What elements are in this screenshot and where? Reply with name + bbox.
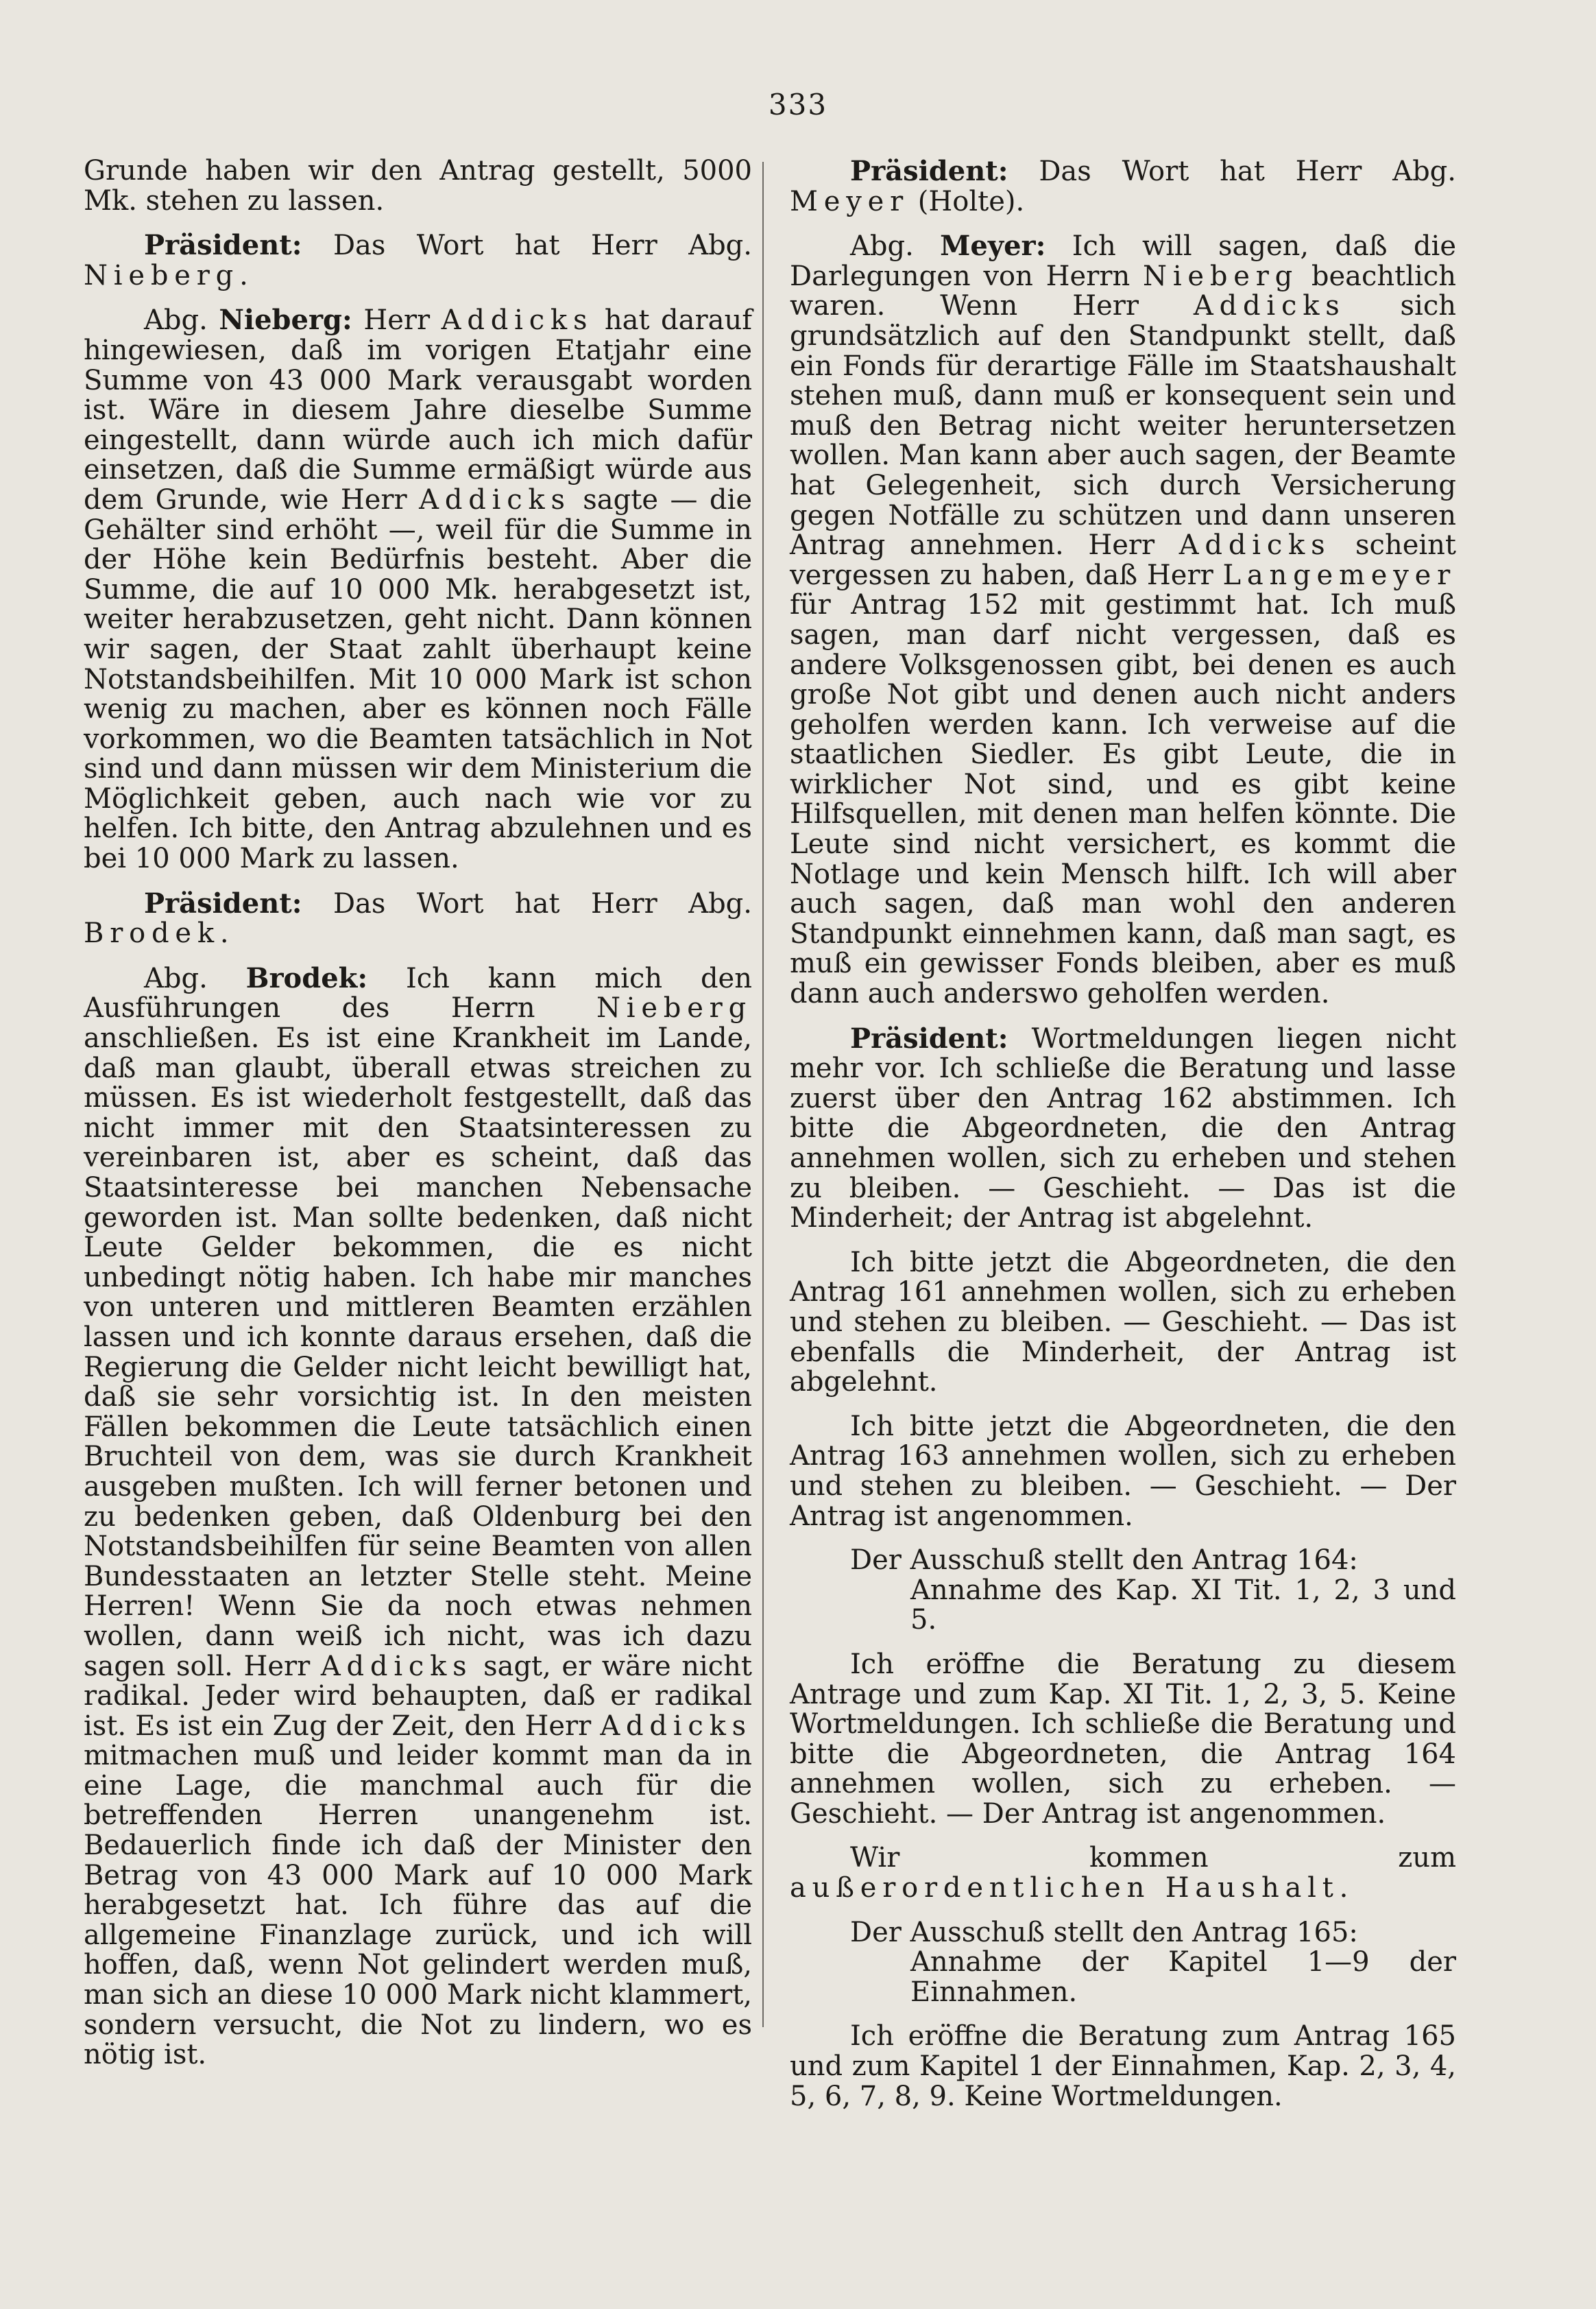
spaced-name: Addicks [320,1650,473,1682]
spaced-name: Addicks [1178,529,1331,562]
paragraph: Ich bitte jetzt die Abgeordneten, die den Antrag 161 annehmen wollen, sich zu erheben und stehen zu bleiben. — Geschieht. — Das ist ebenfalls die Minderheit, der Antrag ist abgelehnt. [790,1246,1456,1398]
speaker-name: Präsident: [850,1022,1008,1055]
speech-meyer [790,231,1456,1009]
speech-prefix: Abg. [144,304,208,337]
speech-text: sich grundsätzlich auf den Standpunkt stellt, daß ein Fonds für derartige Fälle im Staatshaushalt stehen muß, dann muß er konsequent sein und muß den Betrag nicht weiter heruntersetzen wollen. Man kann aber auch sagen, der Beamte hat Gelegenheit, sich durch Versicherung gegen Notfälle zu schützen und dann unseren Antrag annehmen. Herr [790,290,1456,562]
speech-president [84,230,752,291]
speaker-name: Präsident: [144,229,302,262]
spaced-name: Brodek. [84,918,235,950]
speech-text: Das Wort hat Herr Abg. [332,887,753,920]
motion-text: Annahme der Kapitel 1—9 der Einnahmen. [910,1946,1456,2008]
right-column [790,156,1456,2111]
spaced-name: Nieberg. [84,259,254,291]
speech-text: beachtlich waren. Wenn Herr [790,260,1456,322]
spaced-name: Addicks [441,304,594,337]
motion-text: Annahme des Kap. XI Tit. 1, 2, 3 und 5. [910,1574,1456,1636]
paragraph-text: Wir kommen zum [850,1842,1456,1874]
speech-text: Das Wort hat Herr Abg. [1039,156,1456,187]
left-column [84,156,752,2085]
spaced-name: Nieberg [1143,260,1299,292]
speech-text: (Holte). [917,185,1025,217]
paragraph: Ich eröffne die Beratung zu diesem Antrage und zum Kap. XI Tit. 1, 2, 3, 5. Keine Wortmeldungen. Ich schließe die Beratung und bitte die Abgeordneten, die Antrag 164 annehmen wollen, sich zu erheben. — Geschieht. — Der Antrag ist angenommen. [790,1648,1456,1830]
speech-text: hat darauf hingewiesen, daß im vorigen Etatjahr eine Summe von 43 000 Mark verausgabt worden ist. Wäre in diesem Jahre dieselbe Summe eingestellt, dann würde auch ich mich dafür einsetzen, daß die Summe ermäßigt würde aus dem Grunde, wie Herr [84,304,753,516]
spaced-name: Addicks [419,483,571,516]
speaker-name: Nieberg: [219,304,352,337]
page-number: 333 [768,88,828,121]
speaker-name: Präsident: [144,887,302,920]
speech-nieberg [84,305,752,874]
speech-president [84,889,752,949]
spaced-name: Meyer [790,185,910,217]
spaced-text: außerordentlichen Haushalt. [790,1872,1355,1904]
speech-president [790,1024,1456,1234]
paragraph: Ich eröffne die Beratung zum Antrag 165 und zum Kapitel 1 der Einnahmen, Kap. 2, 3, 4, 5, 6, 7, 8, 9. Keine Wortmeldungen. [790,2020,1456,2112]
speech-text: Ich will sagen, daß die Darlegungen von Herrn [790,230,1456,292]
spaced-name: Langemeyer [1222,559,1456,591]
speech-prefix: Abg. [144,962,208,994]
paragraph: Grunde haben wir den Antrag gestellt, 5000 Mk. stehen zu lassen. [84,155,752,217]
paragraph: Ich bitte jetzt die Abgeordneten, die den Antrag 163 annehmen wollen, sich zu erheben und stehen zu bleiben. — Geschieht. — Der Antrag ist angenommen. [790,1410,1456,1532]
speech-brodek [84,961,753,2071]
speaker-name: Präsident: [850,155,1008,187]
speech-text: für Antrag 152 mit gestimmt hat. Ich muß sagen, man darf nicht vergessen, daß es andere Volksgenossen gibt, bei denen es auch große Not gibt und denen auch nicht anders geholfen werden kann. Ich verweise auf die staatlichen Siedler. Es gibt Leute, die in wirklicher Not sind, und es gibt keine Hilfsquellen, mit denen man helfen könnte. Die Leute sind nicht versichert, es kommt die Notlage und kein Mensch hilft. Ich will aber auch sagen, daß man wohl den anderen Standpunkt einnehmen kann, daß man sagt, es muß ein gewisser Fonds bleiben, aber es muß dann auch anderswo geholfen werden. [790,589,1456,1010]
speech-text: Wortmeldungen liegen nicht mehr vor. Ich schließe die Beratung und lasse zuerst über den Antrag 162 abstimmen. Ich bitte die Abgeordneten, die den Antrag annehmen wollen, sich zu erheben und stehen zu bleiben. — Geschieht. — Das ist die Minderheit; der Antrag ist abgelehnt. [790,1022,1456,1234]
speech-prefix: Abg. [850,230,914,263]
speech-text: Das Wort hat Herr Abg. [332,230,753,262]
speech-text: Ich kann mich den Ausführungen des Herrn [84,962,752,1025]
speech-text: mitmachen muß und leider kommt man da in eine Lage, die manchmal auch für die betreffenden Herren unangenehm ist. Bedauerlich finde ich daß der Minister den Betrag von 43 000 Mark auf 10 000 Mark herabgesetzt hat. Ich führe das auf die allgemeine Finanzlage zurück, und ich will hoffen, daß, wenn Not gelindert werden muß, man sich an diese 10 000 Mark nicht klammert, sondern versucht, die Not zu lindern, wo es nötig ist. [84,1740,752,2071]
speech-text: anschließen. Es ist eine Krankheit im Lande, daß man glaubt, überall etwas streichen zu müssen. Es ist wiederholt festgestellt, daß das nicht immer mit den Staatsinteressen zu vereinbaren ist, aber es scheint, daß das Staatsinteresse bei manchen Nebensache geworden ist. Man sollte bedenken, daß nicht Leute Gelder bekommen, die es nicht unbedingt nötig haben. Ich habe mir manches von unteren und mittleren Beamten erzählen lassen und ich konnte daraus ersehen, daß die Regierung die Gelder nicht leicht bewilligt hat, daß sie sehr vorsichtig ist. In den meisten Fällen bekommen die Leute tatsächlich einen Bruchteil von dem, was sie durch Krankheit ausgeben mußten. Ich will ferner betonen und zu bedenken geben, daß Oldenburg bei den Notstandsbeihilfen für seine Beamten von allen Bundesstaaten an letzter Stelle steht. Meine Herren! Wenn Sie da noch etwas nehmen wollen, dann weiß ich nicht, was ich dazu sagen soll. Herr [84,1022,752,1682]
spaced-name: Nieberg [596,992,753,1025]
speech-text: Herr [363,304,431,337]
speaker-name: Brodek: [245,961,368,994]
speech-president [790,156,1456,217]
spaced-name: Addicks [1193,290,1346,322]
column-divider [762,162,764,2027]
motion-heading: Der Ausschuß stellt den Antrag 164: [850,1544,1358,1577]
speech-text: scheint vergessen zu haben, daß Herr [790,529,1457,591]
speech-text: sagte — die Gehälter sind erhöht —, weil für die Summe in der Höhe kein Bedürfnis besteht. Aber die Summe, die auf 10 000 Mk. herabgesetzt ist, weiter herabzusetzen, geht nicht. Dann können wir sagen, der Staat zahlt überhaupt keine Notstandsbeihilfen. Mit 10 000 Mark ist schon wenig zu machen, aber es können noch Fälle vorkommen, wo die Beamten tatsächlich in Not sind und dann müssen wir dem Ministerium die Möglichkeit geben, auch nach wie vor zu helfen. Ich bitte, den Antrag abzulehnen und es bei 10 000 Mark zu lassen. [84,483,752,875]
paragraph [790,1843,1456,1903]
motion-heading: Der Ausschuß stellt den Antrag 165: [850,1916,1358,1948]
spaced-name: Addicks [600,1710,752,1742]
speech-text: sagt, er wäre nicht radikal. Jeder wird behaupten, daß er radikal ist. Es ist ein Zug der Zeit, den Herr [84,1650,753,1742]
speaker-name: Meyer: [940,230,1046,263]
